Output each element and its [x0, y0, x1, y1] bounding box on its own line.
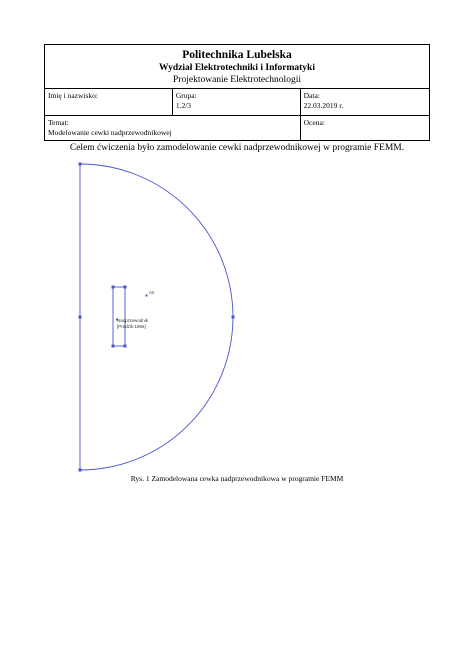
intro-paragraph: Celem ćwiczenia było zamodelowanie cewki nadprzewodnikowej w programie FEMM.: [69, 143, 405, 153]
name-label: Imię i nazwisko:: [48, 91, 98, 100]
node-marker: [79, 316, 82, 319]
group-label: Grupa:: [175, 91, 197, 100]
faculty-name: Wydział Elektrotechniki i Informatyki: [159, 63, 315, 73]
group-value: 1.2/3: [175, 101, 192, 110]
university-name: Politechnika Lubelska: [182, 49, 292, 61]
grade-label: Ocena:: [303, 118, 325, 127]
course-name: Projektowanie Elektrotechnologii: [173, 75, 301, 85]
date-label: Data:: [303, 91, 320, 100]
node-marker: [112, 286, 115, 289]
superconductor-coil-rect: [113, 287, 125, 346]
boundary-semicircle: [80, 164, 233, 470]
node-marker: [124, 286, 127, 289]
coil-label-line1: Nadprzewodnik: [117, 318, 149, 323]
topic-label: Temat:: [48, 118, 69, 127]
air-block-label: Air: [149, 290, 155, 295]
coil-label-line2: [Prądzik:1966]: [117, 323, 146, 329]
node-marker: [79, 469, 82, 472]
node-marker: [124, 345, 127, 348]
node-marker: [79, 163, 82, 166]
date-value: 22.03.2019 r.: [303, 101, 344, 110]
coil-block-label: [117, 318, 148, 329]
topic-value: Modelowanie cewki nadprzewodnikowej: [48, 128, 172, 137]
node-marker: [232, 316, 235, 319]
node-marker: [112, 345, 115, 348]
block-label-marker: [146, 295, 148, 297]
figure-caption: Rys. 1 Zamodelowana cewka nadprzewodnikowa w programie FEMM: [130, 474, 344, 483]
